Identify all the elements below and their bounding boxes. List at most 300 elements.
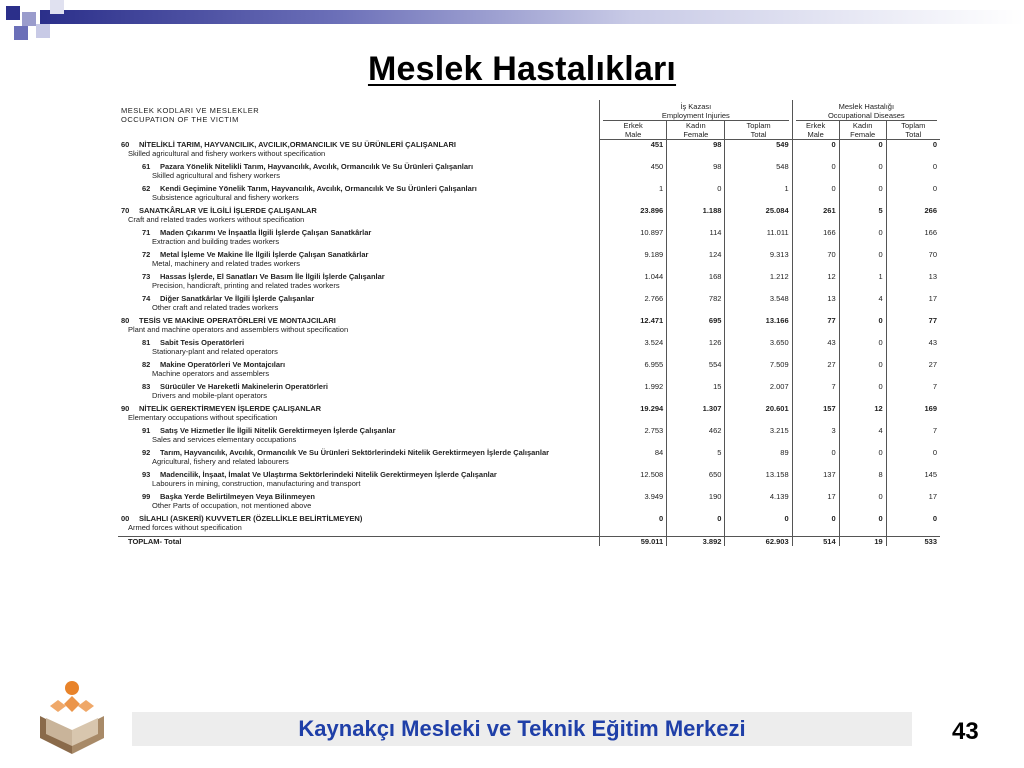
occupation-code: 80 [121, 316, 130, 325]
empty-cell [725, 237, 792, 246]
value-cell: 0 [886, 184, 940, 193]
empty-cell [792, 237, 839, 246]
empty-cell [725, 457, 792, 466]
empty-cell [886, 435, 940, 444]
table-row [118, 294, 940, 303]
empty-cell [725, 215, 792, 224]
empty-cell [792, 193, 839, 202]
empty-cell [792, 215, 839, 224]
empty-cell [725, 479, 792, 488]
value-cell: 0 [792, 514, 839, 523]
occupation-name-en: Elementary occupations without specification [128, 413, 278, 422]
table-row [118, 162, 940, 171]
group-label [118, 404, 600, 413]
value-cell: 3.650 [725, 338, 792, 347]
deco-square [22, 12, 36, 26]
top-gradient-bar [40, 10, 1024, 24]
column-header-en: Total [905, 130, 922, 139]
occupation-code: 61 [142, 162, 151, 171]
occupation-code: 74 [142, 294, 151, 303]
value-cell: 0 [839, 338, 886, 347]
empty-cell [667, 435, 725, 444]
occupation-name-en: Armed forces without specification [128, 523, 242, 532]
value-cell: 4.139 [725, 492, 792, 501]
value-cell: 0 [725, 514, 792, 523]
occupation-name-en: Extraction and building trades workers [152, 237, 280, 246]
value-cell: 451 [600, 140, 667, 150]
value-cell: 7 [886, 382, 940, 391]
occupation-name-en: Stationary-plant and related operators [152, 347, 278, 356]
empty-cell [792, 435, 839, 444]
empty-cell [792, 523, 839, 532]
table-row [118, 514, 940, 523]
group-label [118, 514, 600, 523]
occupation-name-tr: Satış Ve Hizmetler İle İlgili Nitelik Gerektirmeyen İşlerde Çalışanlar [160, 426, 396, 435]
value-cell: 0 [839, 228, 886, 237]
empty-cell [792, 457, 839, 466]
table-row [118, 470, 940, 479]
subgroup-label [118, 470, 600, 479]
group-label [118, 206, 600, 215]
table-row-en [118, 479, 940, 488]
empty-cell [839, 413, 886, 422]
empty-cell [667, 193, 725, 202]
empty-cell [725, 347, 792, 356]
value-cell: 145 [886, 470, 940, 479]
value-cell: 6.955 [600, 360, 667, 369]
value-cell: 0 [667, 184, 725, 193]
column-header [667, 121, 725, 140]
occupation-code: 99 [142, 492, 151, 501]
empty-cell [725, 193, 792, 202]
empty-cell [886, 259, 940, 268]
value-cell: 17 [886, 294, 940, 303]
column-header-en: Total [750, 130, 767, 139]
empty-cell [886, 281, 940, 290]
value-cell: 13 [792, 294, 839, 303]
header-group-diseases-tr: Meslek Hastalığı [838, 102, 895, 111]
empty-cell [600, 391, 667, 400]
value-cell: 2.753 [600, 426, 667, 435]
data-table [118, 100, 940, 546]
value-cell: 549 [725, 140, 792, 150]
value-cell: 27 [886, 360, 940, 369]
empty-cell [667, 413, 725, 422]
empty-cell [792, 391, 839, 400]
occupation-name-en: Precision, handicraft, printing and related trades workers [152, 281, 340, 290]
table-row-en [118, 347, 940, 356]
occupation-name-en: Craft and related trades workers without specification [128, 215, 305, 224]
occupation-code: 72 [142, 250, 151, 259]
subgroup-label [118, 382, 600, 391]
occupation-name-en: Metal, machinery and related trades workers [152, 259, 300, 268]
value-cell: 17 [886, 492, 940, 501]
table-row-en [118, 215, 940, 224]
value-cell: 548 [725, 162, 792, 171]
table-row-en [118, 435, 940, 444]
empty-cell [667, 171, 725, 180]
value-cell: 70 [792, 250, 839, 259]
value-cell: 3 [792, 426, 839, 435]
empty-cell [839, 215, 886, 224]
column-header-en: Female [850, 130, 876, 139]
table-row-en [118, 523, 940, 532]
table-row-en [118, 193, 940, 202]
value-cell: 0 [839, 316, 886, 325]
value-cell: 1.188 [667, 206, 725, 215]
column-header-tr: Kadın [686, 121, 706, 130]
value-cell: 266 [886, 206, 940, 215]
empty-cell [792, 369, 839, 378]
value-cell: 77 [886, 316, 940, 325]
column-header-en: Male [624, 130, 642, 139]
empty-cell [667, 523, 725, 532]
value-cell: 9.189 [600, 250, 667, 259]
total-value: 533 [886, 537, 940, 547]
occupation-name-en: Agricultural, fishery and related labourers [152, 457, 289, 466]
empty-cell [600, 237, 667, 246]
empty-cell [792, 303, 839, 312]
deco-square [14, 26, 28, 40]
occupation-code: 62 [142, 184, 151, 193]
value-cell: 0 [600, 514, 667, 523]
occupation-code: 73 [142, 272, 151, 281]
table-row [118, 184, 940, 193]
occupation-name-tr: SİLAHLI (ASKERİ) KUVVETLER (ÖZELLİKLE BELİRTİLMEYEN) [139, 514, 363, 523]
empty-cell [839, 193, 886, 202]
occupation-name-tr: SANATKÂRLAR VE İLGİLİ İŞLERDE ÇALIŞANLAR [139, 206, 317, 215]
value-cell: 0 [839, 360, 886, 369]
table-row [118, 492, 940, 501]
empty-cell [886, 457, 940, 466]
occupation-name-tr: Maden Çıkarımı Ve İnşaatla İlgili İşlerde Çalışan Sanatkârlar [160, 228, 372, 237]
value-cell: 782 [667, 294, 725, 303]
value-cell: 114 [667, 228, 725, 237]
empty-cell [839, 149, 886, 158]
subgroup-label [118, 272, 600, 281]
value-cell: 4 [839, 294, 886, 303]
occupation-name-tr: Başka Yerde Belirtilmeyen Veya Bilinmeyen [160, 492, 315, 501]
occupation-name-tr: Hassas İşlerde, El Sanatları Ve Basım İle İlgili İşlerde Çalışanlar [160, 272, 385, 281]
subgroup-label [118, 228, 600, 237]
deco-square [6, 6, 20, 20]
empty-cell [600, 303, 667, 312]
table-row [118, 206, 940, 215]
value-cell: 43 [792, 338, 839, 347]
value-cell: 1.212 [725, 272, 792, 281]
empty-cell [725, 501, 792, 510]
value-cell: 1 [725, 184, 792, 193]
column-header-tr: Kadın [852, 121, 873, 130]
value-cell: 2.007 [725, 382, 792, 391]
table-row [118, 360, 940, 369]
column-header-en: Male [807, 130, 824, 139]
value-cell: 12.471 [600, 316, 667, 325]
value-cell: 84 [600, 448, 667, 457]
value-cell: 70 [886, 250, 940, 259]
table-row [118, 250, 940, 259]
table-row [118, 272, 940, 281]
occupation-name-en: Labourers in mining, construction, manufacturing and transport [152, 479, 361, 488]
value-cell: 17 [792, 492, 839, 501]
deco-square [36, 24, 50, 38]
header-group-injuries-en: Employment Injuries [603, 111, 789, 121]
occupation-code: 81 [142, 338, 151, 347]
occupation-name-tr: Metal İşleme Ve Makine İle İlgili İşlerde Çalışan Sanatkârlar [160, 250, 369, 259]
value-cell: 3.524 [600, 338, 667, 347]
value-cell: 98 [667, 162, 725, 171]
value-cell: 0 [839, 140, 886, 150]
total-row [118, 537, 940, 547]
occupation-name-en: Skilled agricultural and fishery workers without specification [128, 149, 326, 158]
empty-cell [839, 369, 886, 378]
value-cell: 43 [886, 338, 940, 347]
header-group-injuries [600, 100, 793, 121]
value-cell: 0 [839, 514, 886, 523]
subgroup-label [118, 294, 600, 303]
empty-cell [600, 435, 667, 444]
subgroup-label [118, 338, 600, 347]
empty-cell [725, 325, 792, 334]
occupation-name-tr: Makine Operatörleri Ve Montajcıları [160, 360, 286, 369]
occupation-name-en: Machine operators and assemblers [152, 369, 270, 378]
value-cell: 0 [792, 448, 839, 457]
empty-cell [667, 325, 725, 334]
occupation-code: 82 [142, 360, 151, 369]
empty-cell [839, 281, 886, 290]
table-row-en [118, 149, 940, 158]
empty-cell [839, 479, 886, 488]
empty-cell [886, 501, 940, 510]
value-cell: 124 [667, 250, 725, 259]
value-cell: 2.766 [600, 294, 667, 303]
value-cell: 0 [792, 184, 839, 193]
empty-cell [839, 457, 886, 466]
value-cell: 12.508 [600, 470, 667, 479]
empty-cell [886, 523, 940, 532]
empty-cell [886, 413, 940, 422]
empty-cell [600, 193, 667, 202]
occupation-name-tr: Madencilik, İnşaat, İmalat Ve Ulaştırma Sektörlerindeki Nitelik Gerektirmeyen İşlerde Çalışanlar [160, 470, 497, 479]
empty-cell [667, 149, 725, 158]
table-row [118, 404, 940, 413]
empty-cell [792, 479, 839, 488]
empty-cell [792, 325, 839, 334]
value-cell: 3.949 [600, 492, 667, 501]
empty-cell [600, 369, 667, 378]
value-cell: 15 [667, 382, 725, 391]
empty-cell [725, 281, 792, 290]
empty-cell [667, 347, 725, 356]
occupation-name-tr: NİTELİKLİ TARIM, HAYVANCILIK, AVCILIK,ORMANCILIK VE SU ÜRÜNLERİ ÇALIŞANLARI [139, 140, 456, 149]
occupation-name-en: Skilled agricultural and fishery workers [152, 171, 280, 180]
header-group-diseases [792, 100, 940, 121]
value-cell: 12 [792, 272, 839, 281]
occupation-name-tr: NİTELİK GEREKTİRMEYEN İŞLERDE ÇALIŞANLAR [139, 404, 322, 413]
value-cell: 5 [839, 206, 886, 215]
empty-cell [886, 149, 940, 158]
empty-cell [600, 501, 667, 510]
book-tree-logo [36, 676, 116, 756]
empty-cell [725, 259, 792, 268]
column-header-tr: Erkek [623, 121, 643, 130]
value-cell: 0 [839, 250, 886, 259]
value-cell: 695 [667, 316, 725, 325]
occupation-name-tr: Tarım, Hayvancılık, Avcılık, Ormancılık Ve Su Ürünleri Sektörlerindeki Nitelik Gerektirmeyen İşlerde Çalışanlar [160, 448, 550, 457]
value-cell: 25.084 [725, 206, 792, 215]
empty-cell [600, 413, 667, 422]
empty-cell [792, 347, 839, 356]
occupation-name-en: Drivers and mobile-plant operators [152, 391, 268, 400]
value-cell: 7 [886, 426, 940, 435]
value-cell: 1.044 [600, 272, 667, 281]
header-occupation-en: OCCUPATION OF THE VICTIM [121, 115, 239, 124]
column-header-en: Female [683, 130, 709, 139]
value-cell: 4 [839, 426, 886, 435]
occupation-name-en: Subsistence agricultural and fishery workers [152, 193, 299, 202]
value-cell: 20.601 [725, 404, 792, 413]
empty-cell [886, 193, 940, 202]
empty-cell [667, 501, 725, 510]
table-row-en [118, 501, 940, 510]
header-group-diseases-en: Occupational Diseases [796, 111, 937, 121]
column-header [725, 121, 792, 140]
value-cell: 12 [839, 404, 886, 413]
table-row-en [118, 391, 940, 400]
value-cell: 89 [725, 448, 792, 457]
column-header [792, 121, 839, 140]
empty-cell [667, 237, 725, 246]
table-row-en [118, 171, 940, 180]
top-decoration [0, 0, 1024, 40]
occupation-name-tr: Kendi Geçimine Yönelik Tarım, Hayvancılık, Avcılık, Ormancılık Ve Su Ürünleri Çalışanları [160, 184, 477, 193]
column-header [600, 121, 667, 140]
column-header [886, 121, 940, 140]
occupation-name-en: Plant and machine operators and assemblers without specification [128, 325, 349, 334]
subgroup-label [118, 162, 600, 171]
empty-cell [886, 171, 940, 180]
table-row [118, 228, 940, 237]
table-row-en [118, 369, 940, 378]
table-row-en [118, 281, 940, 290]
empty-cell [600, 523, 667, 532]
subgroup-label [118, 492, 600, 501]
empty-cell [600, 171, 667, 180]
total-value: 59.011 [600, 537, 667, 547]
table-body [118, 140, 940, 547]
value-cell: 0 [667, 514, 725, 523]
empty-cell [667, 369, 725, 378]
empty-cell [839, 435, 886, 444]
footer-institution: Kaynakçı Mesleki ve Teknik Eğitim Merkezi [298, 716, 746, 741]
empty-cell [792, 413, 839, 422]
total-value: 514 [792, 537, 839, 547]
value-cell: 98 [667, 140, 725, 150]
empty-cell [600, 457, 667, 466]
empty-cell [886, 347, 940, 356]
value-cell: 23.896 [600, 206, 667, 215]
table-row [118, 448, 940, 457]
total-value: 62.903 [725, 537, 792, 547]
value-cell: 5 [667, 448, 725, 457]
table-row-en [118, 259, 940, 268]
value-cell: 11.011 [725, 228, 792, 237]
empty-cell [792, 171, 839, 180]
occupation-code: 90 [121, 404, 130, 413]
empty-cell [886, 325, 940, 334]
occupation-name-tr: Sabit Tesis Operatörleri [160, 338, 245, 347]
empty-cell [792, 501, 839, 510]
empty-cell [667, 281, 725, 290]
value-cell: 1.992 [600, 382, 667, 391]
occupation-name-en: Other Parts of occupation, not mentioned above [152, 501, 312, 510]
empty-cell [725, 435, 792, 444]
empty-cell [600, 325, 667, 334]
deco-square [50, 0, 64, 14]
value-cell: 166 [886, 228, 940, 237]
empty-cell [792, 149, 839, 158]
empty-cell [839, 501, 886, 510]
value-cell: 9.313 [725, 250, 792, 259]
value-cell: 450 [600, 162, 667, 171]
header-group-injuries-tr: İş Kazası [680, 102, 712, 111]
value-cell: 0 [886, 140, 940, 150]
table-row-en [118, 325, 940, 334]
empty-cell [600, 215, 667, 224]
empty-cell [600, 479, 667, 488]
occupation-name-tr: Sürücüler Ve Hareketli Makinelerin Operatörleri [160, 382, 328, 391]
occupation-code: 83 [142, 382, 151, 391]
empty-cell [886, 303, 940, 312]
total-label: TOPLAM- Total [118, 537, 600, 547]
value-cell: 0 [839, 162, 886, 171]
table-row-en [118, 413, 940, 422]
occupation-code: 71 [142, 228, 151, 237]
value-cell: 190 [667, 492, 725, 501]
value-cell: 554 [667, 360, 725, 369]
value-cell: 0 [886, 514, 940, 523]
value-cell: 13.158 [725, 470, 792, 479]
value-cell: 10.897 [600, 228, 667, 237]
table-row [118, 382, 940, 391]
empty-cell [725, 523, 792, 532]
occupation-name-en: Sales and services elementary occupations [152, 435, 297, 444]
empty-cell [839, 325, 886, 334]
table-row [118, 426, 940, 435]
empty-cell [725, 171, 792, 180]
value-cell: 8 [839, 470, 886, 479]
value-cell: 7 [792, 382, 839, 391]
occupation-code: 93 [142, 470, 151, 479]
value-cell: 0 [839, 184, 886, 193]
total-value: 19 [839, 537, 886, 547]
value-cell: 166 [792, 228, 839, 237]
value-cell: 168 [667, 272, 725, 281]
table-row-en [118, 303, 940, 312]
value-cell: 1 [839, 272, 886, 281]
occupation-name-tr: TESİS VE MAKİNE OPERATÖRLERİ VE MONTAJCILARI [139, 316, 336, 325]
occupation-name-tr: Pazara Yönelik Nitelikli Tarım, Hayvancılık, Avcılık, Ormancılık Ve Su Ürünleri Çalışanları [160, 162, 474, 171]
value-cell: 0 [886, 162, 940, 171]
column-header-tr: Toplam [746, 121, 771, 130]
empty-cell [886, 215, 940, 224]
occupation-name-en: Other craft and related trades workers [152, 303, 279, 312]
page-number: 43 [952, 718, 979, 745]
empty-cell [886, 479, 940, 488]
occupation-table [118, 100, 940, 700]
column-header [839, 121, 886, 140]
empty-cell [886, 391, 940, 400]
